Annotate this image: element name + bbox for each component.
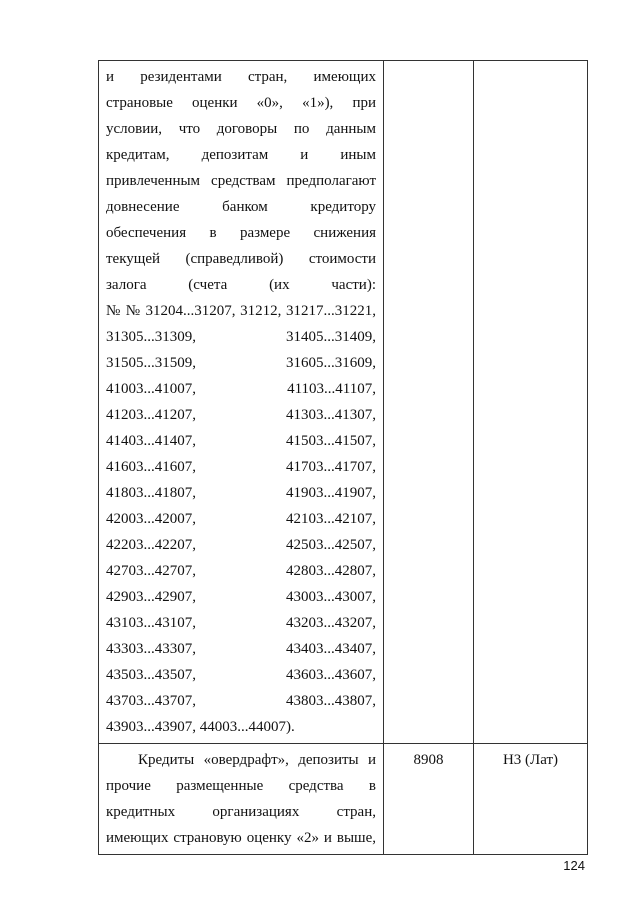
account-range: 41303...41307, bbox=[286, 407, 376, 423]
account-range-row bbox=[106, 584, 376, 610]
account-range-row bbox=[106, 636, 376, 662]
account-range: 41103...41107, bbox=[287, 381, 376, 397]
account-range-row bbox=[106, 480, 376, 506]
account-range: 43703...43707, bbox=[106, 693, 196, 709]
account-range: 42203...42207, bbox=[106, 537, 196, 553]
norm-cell bbox=[474, 744, 588, 855]
account-range: 42103...42107, bbox=[286, 511, 376, 527]
account-range: 42003...42007, bbox=[106, 511, 196, 527]
account-range-row bbox=[106, 558, 376, 584]
account-range-row bbox=[106, 402, 376, 428]
account-range: 43803...43807, bbox=[286, 693, 376, 709]
text-line: обеспечения в размере снижения bbox=[106, 225, 376, 241]
text-line: страновые оценки «0», «1»), при bbox=[106, 95, 376, 111]
text-line: условии, что договоры по данным bbox=[106, 121, 376, 137]
text-line: кредитам, депозитам и иным bbox=[106, 147, 376, 163]
account-range: 41903...41907, bbox=[286, 485, 376, 501]
account-range: 42803...42807, bbox=[286, 563, 376, 579]
norm-value: Н3 (Лат) bbox=[502, 752, 559, 768]
account-range: 41203...41207, bbox=[106, 407, 196, 423]
account-range: 41003...41007, bbox=[106, 381, 196, 397]
account-range: 41803...41807, bbox=[106, 485, 196, 501]
account-range: 42503...42507, bbox=[286, 537, 376, 553]
account-range: 41403...41407, bbox=[106, 433, 196, 449]
account-range-row bbox=[106, 350, 376, 376]
description-text bbox=[99, 744, 383, 854]
text-line: прочие размещенные средства в bbox=[106, 778, 376, 794]
table-row bbox=[99, 744, 588, 855]
account-range-row bbox=[106, 454, 376, 480]
text-line: Кредиты «овердрафт», депозиты и bbox=[138, 752, 376, 768]
text-line: довнесение банком кредитору bbox=[106, 199, 376, 215]
account-range: 41603...41607, bbox=[106, 459, 196, 475]
text-line: текущей (справедливой) стоимости bbox=[106, 251, 376, 267]
account-range-row bbox=[106, 324, 376, 350]
account-range-row bbox=[106, 662, 376, 688]
account-range: 31305...31309, bbox=[106, 329, 196, 345]
norm-cell bbox=[474, 61, 588, 744]
account-range: 43203...43207, bbox=[286, 615, 376, 631]
text-line: залога (счета (их части): bbox=[106, 277, 376, 293]
document-table bbox=[98, 60, 588, 855]
text-line: кредитных организациях стран, bbox=[106, 804, 376, 820]
account-range: 43403...43407, bbox=[286, 641, 376, 657]
code-cell bbox=[384, 61, 474, 744]
page-number: 124 bbox=[563, 858, 585, 873]
account-range-row bbox=[106, 610, 376, 636]
account-range: 41503...41507, bbox=[286, 433, 376, 449]
table-row bbox=[99, 61, 588, 744]
account-range-row bbox=[106, 532, 376, 558]
code-cell bbox=[384, 744, 474, 855]
description-cell bbox=[99, 61, 384, 744]
accounts-intro: № № 31204...31207, 31212, 31217...31221, bbox=[106, 303, 376, 319]
description-cell bbox=[99, 744, 384, 855]
account-range-row bbox=[106, 506, 376, 532]
account-range: 41703...41707, bbox=[286, 459, 376, 475]
account-range: 42903...42907, bbox=[106, 589, 196, 605]
code-value: 8908 bbox=[413, 752, 444, 768]
text-line: имеющих страновую оценку «2» и выше, bbox=[106, 830, 376, 846]
account-range: 43603...43607, bbox=[286, 667, 376, 683]
description-text bbox=[99, 61, 383, 743]
text-line: и резидентами стран, имеющих bbox=[106, 69, 376, 85]
accounts-last: 43903...43907, 44003...44007). bbox=[106, 719, 295, 735]
text-line: привлеченным средствам предполагают bbox=[106, 173, 376, 189]
account-range-row bbox=[106, 376, 376, 402]
account-range: 43103...43107, bbox=[106, 615, 196, 631]
account-range: 43503...43507, bbox=[106, 667, 196, 683]
account-range: 31605...31609, bbox=[286, 355, 376, 371]
account-range-row bbox=[106, 688, 376, 714]
account-range: 31405...31409, bbox=[286, 329, 376, 345]
account-range: 43003...43007, bbox=[286, 589, 376, 605]
account-range: 43303...43307, bbox=[106, 641, 196, 657]
account-range: 42703...42707, bbox=[106, 563, 196, 579]
account-range-row bbox=[106, 428, 376, 454]
account-range: 31505...31509, bbox=[106, 355, 196, 371]
